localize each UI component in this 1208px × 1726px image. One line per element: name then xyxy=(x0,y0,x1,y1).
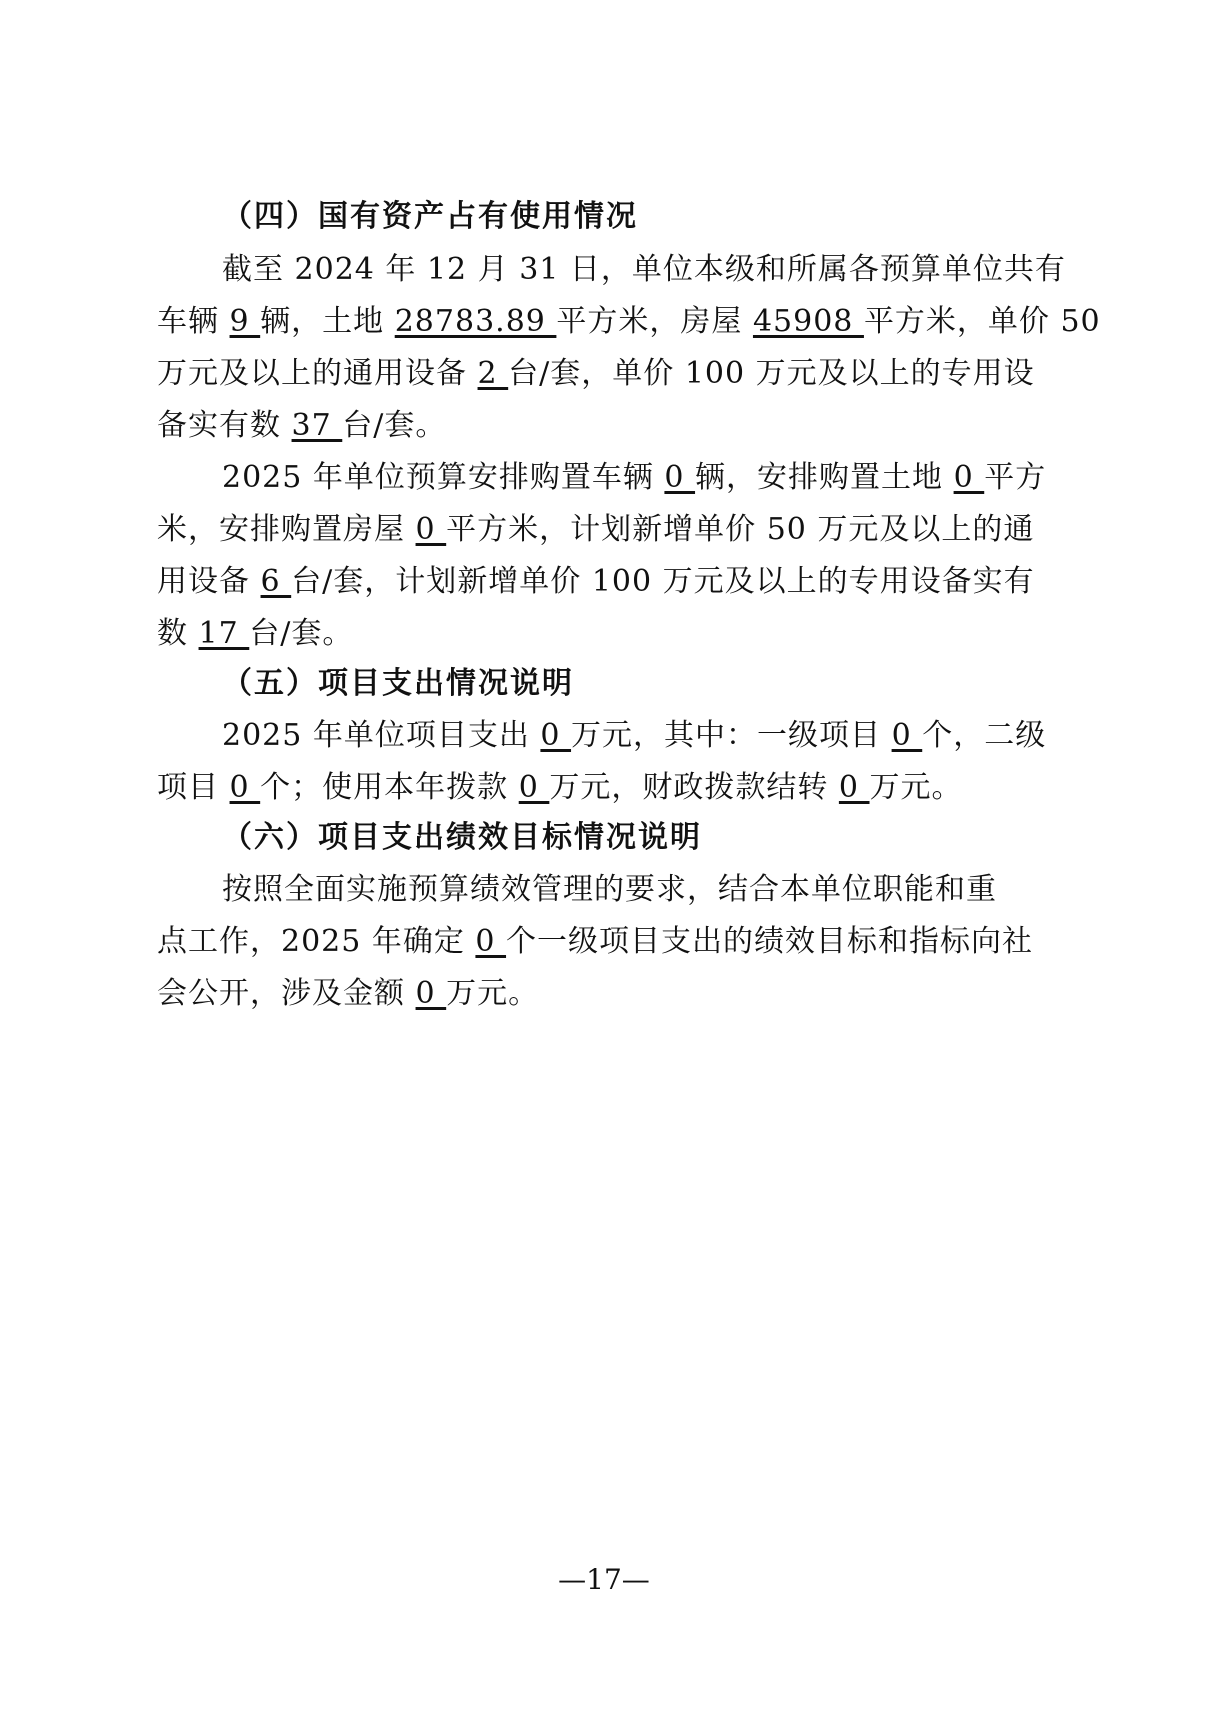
text-run: 台/套，单价 100 万元及以上的专用设 xyxy=(508,356,1035,391)
filled-value: 0 xyxy=(518,770,550,805)
filled-value: 6 xyxy=(260,564,292,599)
page-number: —17— xyxy=(558,1563,650,1596)
text-line xyxy=(157,614,1057,654)
filled-value: 0 xyxy=(838,770,870,805)
text-run: 平方米，房屋 xyxy=(556,304,753,339)
text-line xyxy=(222,458,1122,498)
text-run: 项目 xyxy=(157,770,230,805)
text-line xyxy=(157,302,1101,342)
section-heading-assets: （四）国有资产占有使用情况 xyxy=(222,199,638,234)
filled-value: 0 xyxy=(891,718,923,753)
text-run: 备实有数 xyxy=(157,408,292,443)
text-line xyxy=(157,406,1057,446)
text-line xyxy=(157,354,1057,394)
text-run: 万元。 xyxy=(446,976,540,1011)
text-run: 台/套。 xyxy=(249,616,354,651)
filled-value: 28783.89 xyxy=(394,304,557,339)
filled-value: 17 xyxy=(198,616,250,651)
text-run: 平方 xyxy=(984,460,1047,495)
text-line xyxy=(157,768,1057,808)
text-run: 万元，财政拨款结转 xyxy=(549,770,839,805)
filled-value: 0 xyxy=(475,924,507,959)
text-line xyxy=(157,922,1057,962)
filled-value: 9 xyxy=(229,304,261,339)
section-heading-performance-goals: （六）项目支出绩效目标情况说明 xyxy=(222,820,702,855)
text-run: 平方米，计划新增单价 50 万元及以上的通 xyxy=(446,512,1035,547)
text-run: 个；使用本年拨款 xyxy=(260,770,519,805)
filled-value: 37 xyxy=(291,408,343,443)
filled-value: 0 xyxy=(229,770,261,805)
text-run: 米，安排购置房屋 xyxy=(157,512,416,547)
text-run: 2025 年单位预算安排购置车辆 xyxy=(222,460,665,495)
text-run: 2025 年单位项目支出 xyxy=(222,718,541,753)
text-run: 辆，土地 xyxy=(260,304,395,339)
text-run: 车辆 xyxy=(157,304,230,339)
text-run: 辆，安排购置土地 xyxy=(695,460,954,495)
text-run: 点工作，2025 年确定 xyxy=(157,924,476,959)
text-run: 用设备 xyxy=(157,564,261,599)
text-line xyxy=(222,870,1122,910)
text-run: 万元，其中：一级项目 xyxy=(571,718,892,753)
text-run: 台/套。 xyxy=(342,408,447,443)
filled-value: 0 xyxy=(415,512,447,547)
text-run: 数 xyxy=(157,616,199,651)
filled-value: 0 xyxy=(415,976,447,1011)
text-run: 按照全面实施预算绩效管理的要求，结合本单位职能和重 xyxy=(222,872,997,907)
text-line xyxy=(222,250,1122,290)
text-run: 个一级项目支出的绩效目标和指标向社 xyxy=(506,924,1034,959)
text-run: 台/套，计划新增单价 100 万元及以上的专用设备实有 xyxy=(291,564,1035,599)
filled-value: 0 xyxy=(953,460,985,495)
text-run: 平方米，单价 50 xyxy=(863,304,1101,339)
section-heading-project-expenditure: （五）项目支出情况说明 xyxy=(222,666,574,701)
text-run: 截至 2024 年 12 月 31 日，单位本级和所属各预算单位共有 xyxy=(222,252,1066,287)
text-line xyxy=(157,562,1057,602)
filled-value: 0 xyxy=(540,718,572,753)
text-run: 万元。 xyxy=(869,770,963,805)
text-line xyxy=(157,974,1057,1014)
filled-value: 45908 xyxy=(752,304,864,339)
filled-value: 0 xyxy=(664,460,696,495)
text-run: 会公开，涉及金额 xyxy=(157,976,416,1011)
filled-value: 2 xyxy=(477,356,509,391)
text-line xyxy=(222,716,1122,756)
text-line xyxy=(157,510,1057,550)
text-run: 个，二级 xyxy=(922,718,1047,753)
text-run: 万元及以上的通用设备 xyxy=(157,356,478,391)
